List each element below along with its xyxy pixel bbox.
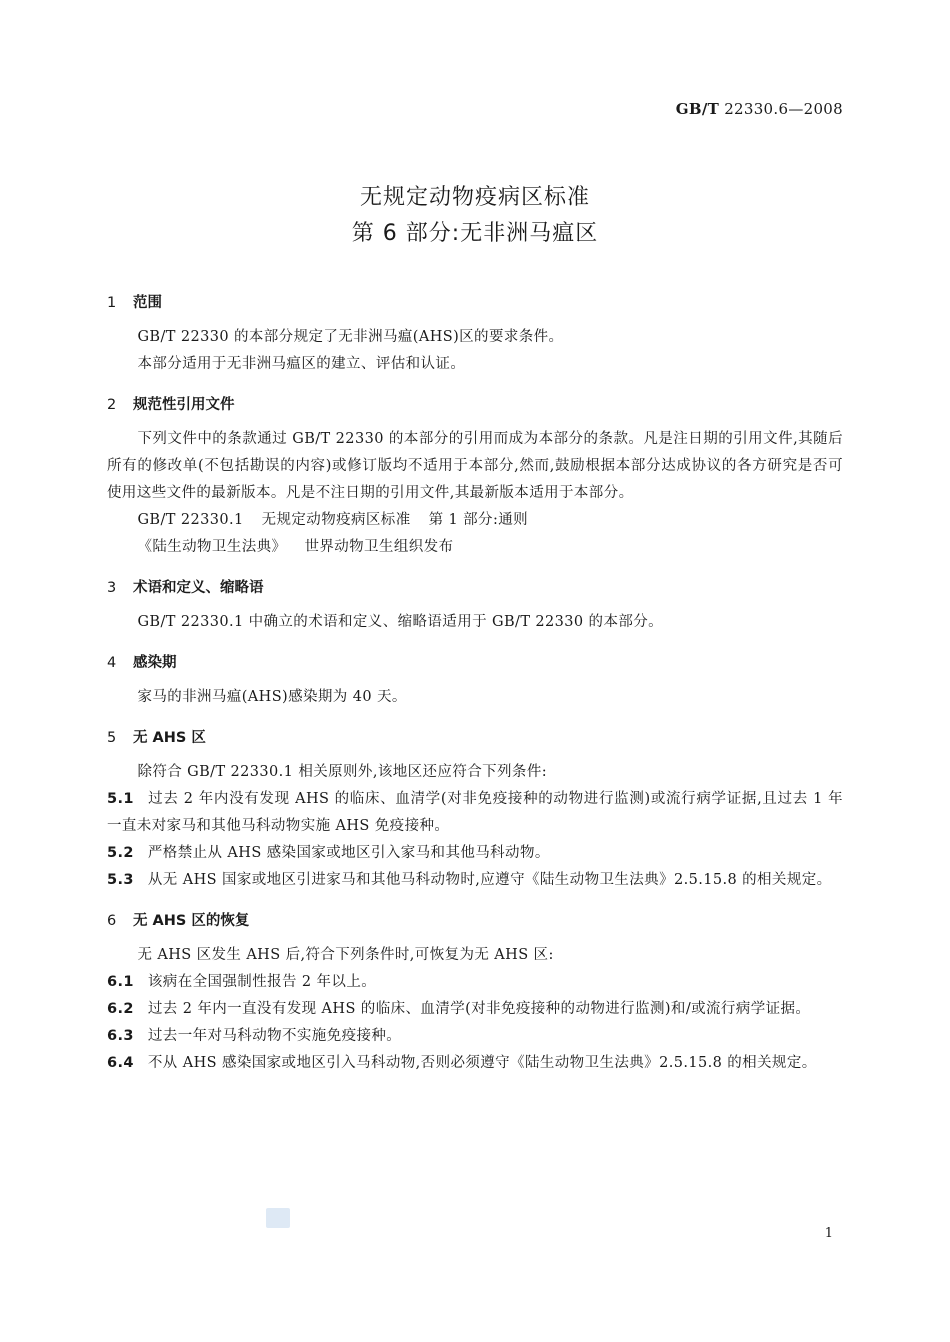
standard-code <box>676 100 843 118</box>
clause-text: 过去 2 年内没有发现 AHS 的临床、血清学(对非免疫接种的动物进行监测)或流行病学证据,且过去 1 年一直未对家马和其他马科动物实施 AHS 免疫接种。 <box>107 791 843 834</box>
normative-reference <box>107 534 843 561</box>
clause <box>107 996 843 1023</box>
paragraph: 下列文件中的条款通过 GB/T 22330 的本部分的引用而成为本部分的条款。凡是注日期的引用文件,其随后所有的修改单(不包括勘误的内容)或修订版均不适用于本部分,然而,鼓励根据本部分达成协议的各方研究是否可使用这些文件的最新版本。凡是不注日期的引用文件,其最新版本适用于本部分。 <box>107 431 843 501</box>
clause <box>107 840 843 867</box>
clause-text: 严格禁止从 AHS 感染国家或地区引入家马和其他马科动物。 <box>147 845 550 861</box>
section-heading <box>107 290 843 316</box>
reference-part: 第 1 部分:通则 <box>428 512 529 528</box>
section-number: 4 <box>107 655 117 671</box>
paragraph: 家马的非洲马瘟(AHS)感染期为 40 天。 <box>137 689 407 705</box>
paragraph: GB/T 22330 的本部分规定了无非洲马瘟(AHS)区的要求条件。 <box>137 329 564 345</box>
clause <box>107 969 843 996</box>
clause-number: 6.2 <box>107 1001 134 1017</box>
section-title: 无 AHS 区的恢复 <box>133 913 250 929</box>
clause-number: 5.2 <box>107 845 134 861</box>
page-number: 1 <box>824 1226 833 1241</box>
clause-number: 5.3 <box>107 872 134 888</box>
clause <box>107 1023 843 1050</box>
section-number: 3 <box>107 580 117 596</box>
section-title: 范围 <box>133 295 162 311</box>
clause <box>107 1050 843 1077</box>
title-line-1: 无规定动物疫病区标准 <box>359 185 590 210</box>
clause-text: 过去 2 年内一直没有发现 AHS 的临床、血清学(对非免疫接种的动物进行监测)和/或流行病学证据。 <box>147 1001 811 1017</box>
section-heading <box>107 392 843 418</box>
section-number: 1 <box>107 295 117 311</box>
section-title: 无 AHS 区 <box>133 730 206 746</box>
clause-number: 6.4 <box>107 1055 134 1071</box>
paragraph: 本部分适用于无非洲马瘟区的建立、评估和认证。 <box>137 356 466 372</box>
clause-text: 该病在全国强制性报告 2 年以上。 <box>147 974 377 990</box>
reference-code: 《陆生动物卫生法典》 <box>137 539 287 555</box>
paragraph: 除符合 GB/T 22330.1 相关原则外,该地区还应符合下列条件: <box>137 764 548 780</box>
watermark-stamp-icon <box>266 1208 290 1228</box>
section-title: 术语和定义、缩略语 <box>133 580 264 596</box>
standard-code-number: 22330.6—2008 <box>724 100 843 118</box>
section-number: 6 <box>107 913 117 929</box>
section-number: 2 <box>107 397 117 413</box>
clause-text: 不从 AHS 感染国家或地区引入马科动物,否则必须遵守《陆生动物卫生法典》2.5.15.8 的相关规定。 <box>147 1055 817 1071</box>
paragraph: 无 AHS 区发生 AHS 后,符合下列条件时,可恢复为无 AHS 区: <box>137 947 554 963</box>
section-heading <box>107 908 843 934</box>
normative-reference <box>107 507 843 534</box>
reference-title: 无规定动物疫病区标准 <box>261 512 411 528</box>
section-heading <box>107 575 843 601</box>
clause <box>107 867 843 894</box>
section-number: 5 <box>107 730 117 746</box>
title-line-2: 第 6 部分:无非洲马瘟区 <box>351 221 599 246</box>
clause-number: 5.1 <box>107 791 134 807</box>
section-heading <box>107 725 843 751</box>
reference-title: 世界动物卫生组织发布 <box>304 539 454 555</box>
paragraph: GB/T 22330.1 中确立的术语和定义、缩略语适用于 GB/T 22330 的本部分。 <box>137 614 664 630</box>
clause-text: 过去一年对马科动物不实施免疫接种。 <box>147 1028 402 1044</box>
clause <box>107 786 843 840</box>
section-heading <box>107 650 843 676</box>
section-title: 规范性引用文件 <box>133 397 235 413</box>
clause-number: 6.3 <box>107 1028 134 1044</box>
standard-code-prefix: GB/T <box>675 100 720 118</box>
reference-code: GB/T 22330.1 <box>137 512 244 528</box>
document-title <box>0 180 950 252</box>
clause-number: 6.1 <box>107 974 134 990</box>
document-body <box>107 290 843 1077</box>
clause-text: 从无 AHS 国家或地区引进家马和其他马科动物时,应遵守《陆生动物卫生法典》2.5.15.8 的相关规定。 <box>147 872 832 888</box>
section-title: 感染期 <box>133 655 177 671</box>
